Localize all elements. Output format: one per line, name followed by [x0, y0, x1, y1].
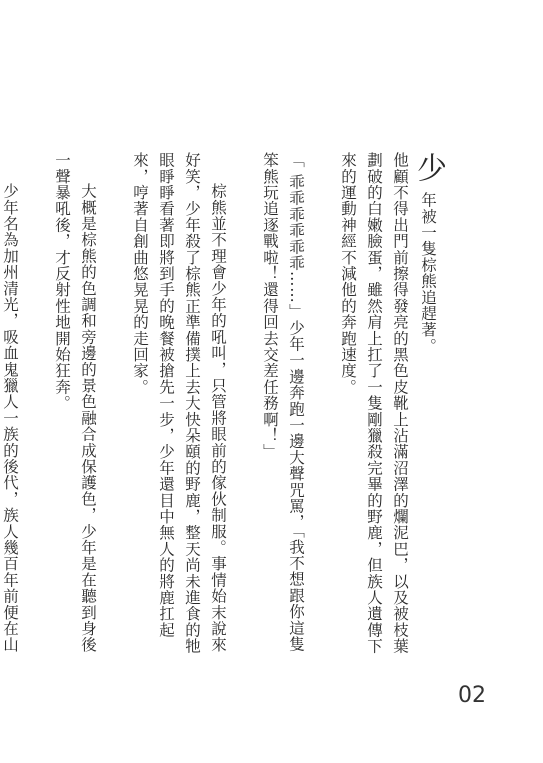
- paragraph: 少年名為加州清光，吸血鬼獵人一族的後代，族人幾百年前便在山: [1, 183, 19, 653]
- vertical-text-body: [0, 152, 446, 657]
- opening-line: 年被一隻棕熊追趕著。: [419, 192, 437, 354]
- paragraph: 棕熊並不理會少年的吼叫，只管將眼前的傢伙制服。事情始末說來好笑，少年殺了棕熊正準備撲上去大快朵頤的野鹿，整天尚未進食的牠眼睜睜看著即將到手的晚餐被搶先一步，少年還目中無人的將鹿扛起來，哼著自創曲悠晃晃的走回家。: [131, 152, 227, 655]
- drop-cap: 少: [411, 152, 446, 182]
- paragraph: 他顧不得出門前擦得發亮的黑色皮靴上沾滿沼澤的爛泥巴，以及被枝葉劃破的白嫩臉蛋，雖然肩上扛了一隻剛獵殺完畢的野鹿，但族人遺傳下來的運動神經不減他的奔跑速度。: [339, 152, 409, 655]
- paragraph: 大概是棕熊的色調和旁邊的景色融合成保護色，少年是在聽到身後一聲暴吼後，才反射性地開始狂奔。: [53, 152, 97, 653]
- page-number: 02: [458, 683, 486, 708]
- paragraph: 「 乖乖乖乖乖乖……」少年一邊奔跑一邊大聲咒罵，「我不想跟你這隻笨熊玩追逐戰啦！還得回去交差任務啊！」: [261, 152, 305, 653]
- opening-paragraph: [411, 152, 446, 657]
